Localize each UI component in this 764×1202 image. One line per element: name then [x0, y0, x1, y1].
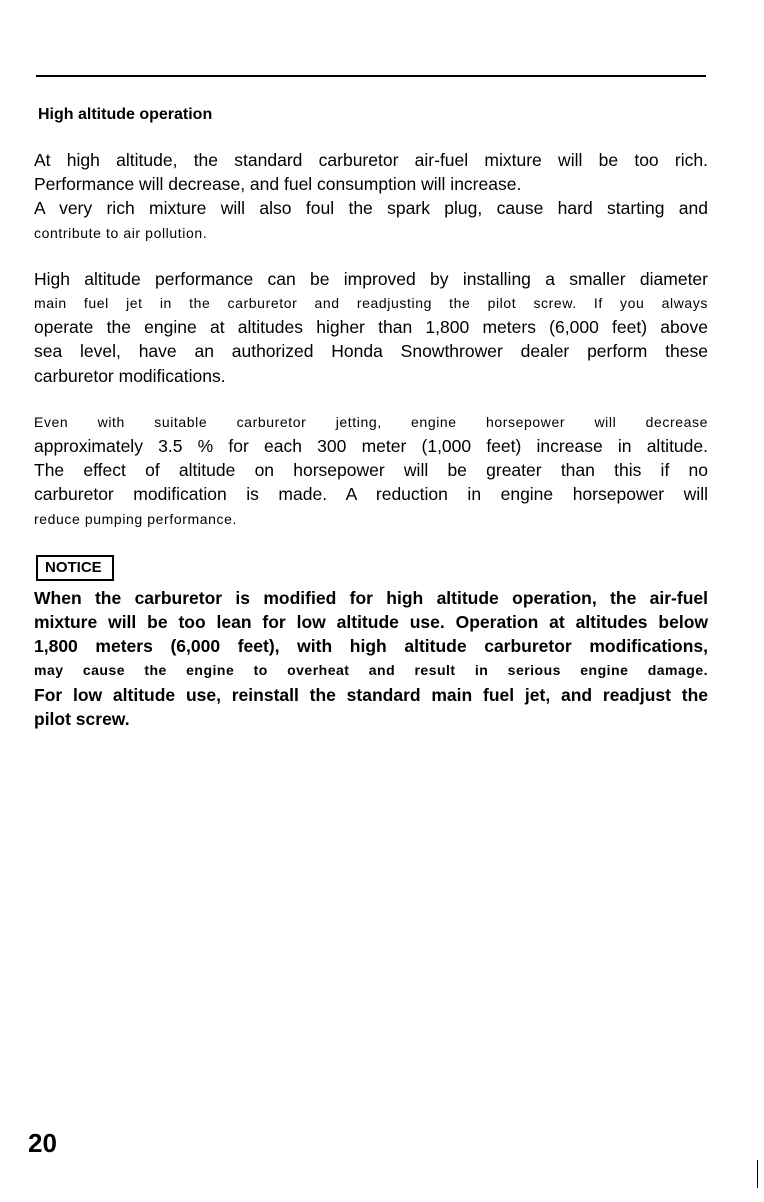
text-line: A very rich mixture will also foul the spark plug, cause hard starting and: [34, 198, 708, 219]
page-number: 20: [28, 1128, 57, 1158]
notice-line: may cause the engine to overheat and result in serious engine damage.: [34, 662, 708, 679]
text-line: carburetor modifications.: [34, 365, 226, 386]
notice-line: When the carburetor is modified for high altitude operation, the air-fuel: [34, 587, 708, 608]
text-line: At high altitude, the standard carburetor air-fuel mixture will be too rich.: [34, 150, 708, 170]
text-line: contribute to air pollution.: [34, 224, 208, 241]
text-line: carburetor modification is made. A reduction in engine horsepower will: [34, 484, 708, 505]
paragraph-rich-mixture: [34, 148, 708, 245]
top-rule: [36, 75, 706, 77]
notice-line: mixture will be too lean for low altitude use. Operation at altitudes below: [34, 612, 708, 633]
text-line: main fuel jet in the carburetor and readjusting the pilot screw. If you always: [34, 295, 708, 312]
text-line: approximately 3.5 % for each 300 meter (1,000 feet) increase in altitude.: [34, 436, 708, 457]
text-line: The effect of altitude on horsepower will be greater than this if no: [34, 460, 708, 481]
section-heading: High altitude operation: [38, 106, 213, 123]
text-line: Performance will decrease, and fuel consumption will increase.: [34, 174, 522, 195]
notice-line: pilot screw.: [34, 708, 130, 729]
notice-line: For low altitude use, reinstall the standard main fuel jet, and readjust the: [34, 684, 708, 705]
paragraph-performance: [34, 267, 708, 388]
paragraph-horsepower: [34, 410, 708, 531]
text-line: High altitude performance can be improved by installing a smaller diameter: [34, 268, 708, 289]
page-content: [34, 148, 708, 731]
notice-block: [34, 553, 708, 731]
notice-label: NOTICE: [36, 555, 114, 581]
edge-mark: [757, 1160, 758, 1188]
notice-line: 1,800 meters (6,000 feet), with high altitude carburetor modifications,: [34, 636, 708, 657]
text-line: reduce pumping performance.: [34, 510, 237, 527]
text-line: operate the engine at altitudes higher than 1,800 meters (6,000 feet) above: [34, 317, 708, 338]
text-line: sea level, have an authorized Honda Snowthrower dealer perform these: [34, 341, 708, 362]
text-line: Even with suitable carburetor jetting, engine horsepower will decrease: [34, 413, 708, 430]
